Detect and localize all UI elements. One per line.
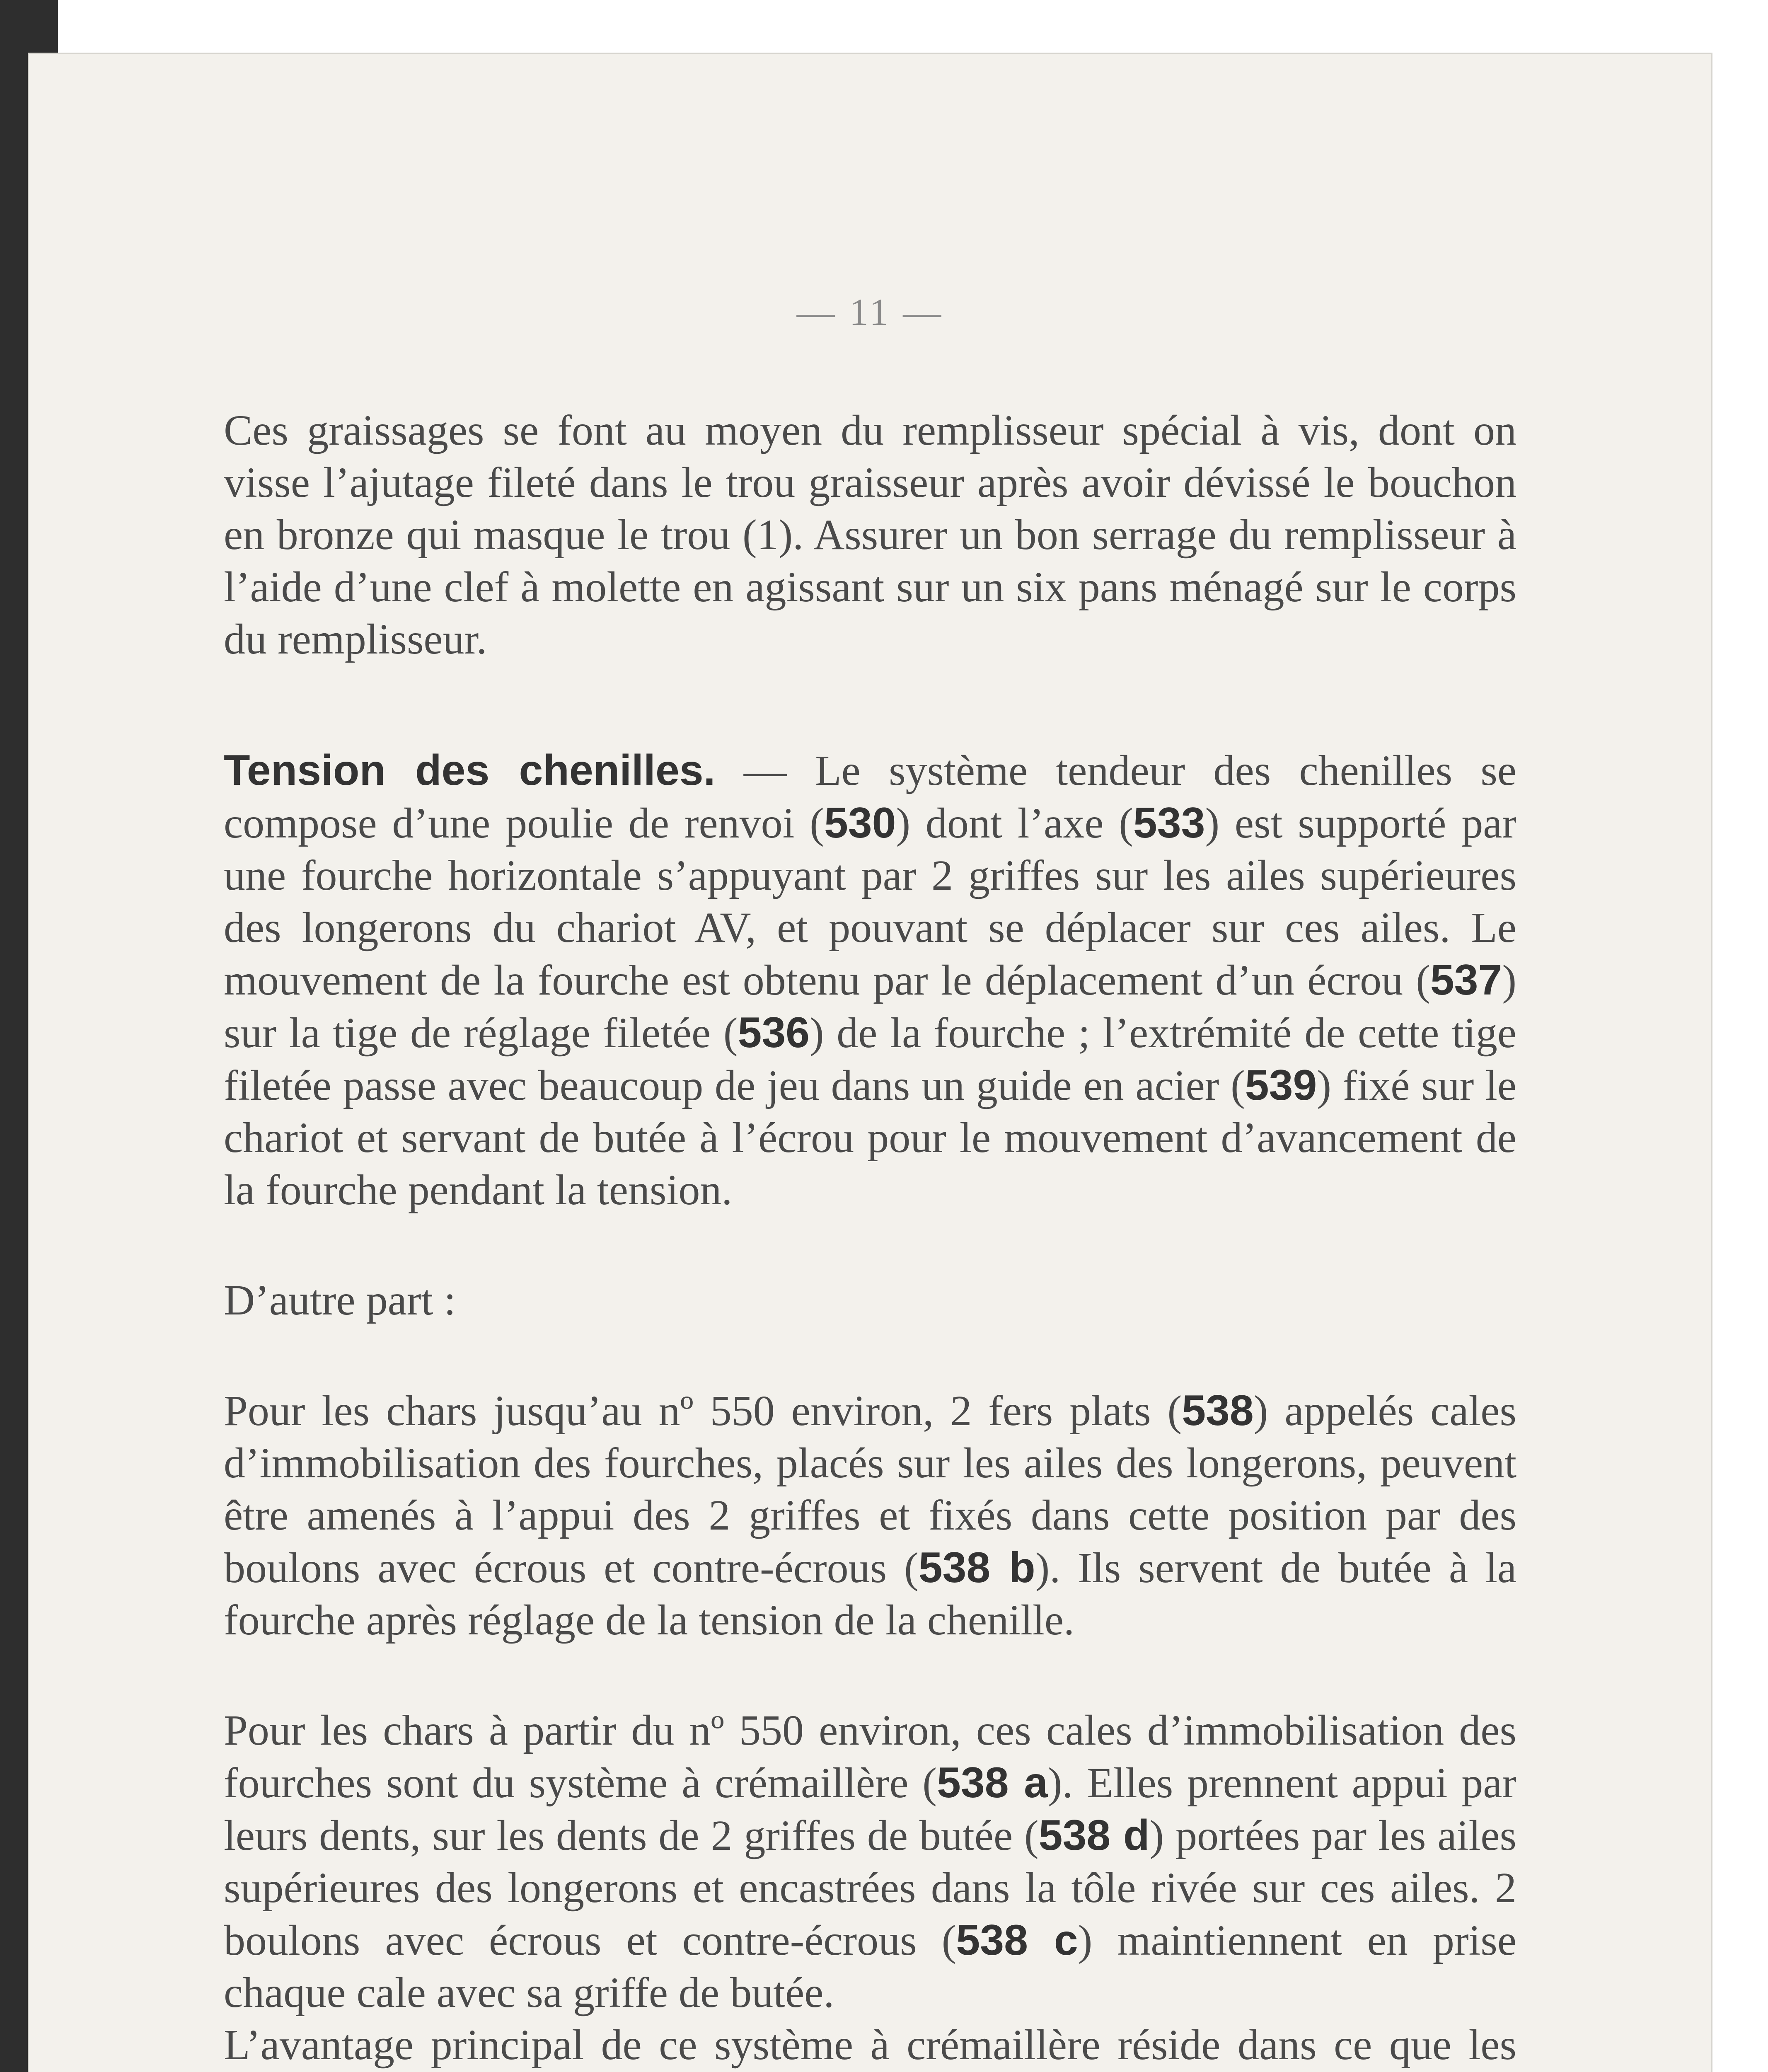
part-reference: 533 <box>1133 799 1205 847</box>
part-reference: 538 a <box>937 1759 1048 1807</box>
text-segment: ) fixé sur le chariot et servant de butée à l’écrou pour le mouvement d’avancement de la fourche pendant la tension. <box>224 1062 1516 1214</box>
part-reference: 530 <box>824 799 896 847</box>
text-segment: ) de la fourche ; l’extrémité de cette tige filetée passe avec beaucoup de jeu dans un guide en acier ( <box>224 1009 1516 1109</box>
page-content <box>224 290 1516 2072</box>
part-reference: 537 <box>1430 956 1502 1004</box>
page-number: — 11 — <box>796 291 944 333</box>
part-reference: 539 <box>1245 1061 1317 1109</box>
paragraph-avantage: L’avantage principal de ce système à crémaillère réside dans ce que les <box>224 2021 1516 2069</box>
part-reference: 538 <box>1182 1387 1254 1435</box>
text-segment: ) maintiennent en prise chaque cale avec sa griffe de butée. <box>224 1917 1517 2016</box>
text-segment: — Le système tendeur des chenilles se compose d’une poulie de renvoi ( <box>224 747 1517 847</box>
paragraph-autre-part: D’autre part : <box>224 1276 456 1324</box>
part-reference: 538 d <box>1038 1811 1150 1859</box>
part-reference: 538 b <box>918 1544 1035 1592</box>
paragraph-tension-chenilles <box>224 744 1516 1216</box>
text-segment: ) appelés cales d’immobilisation des fourches, placés sur les ailes des longerons, peuvent être amenés à l’appui des 2 griffes et fixés dans cette position par des boulons avec écrous et contre-écrous ( <box>224 1387 1516 1592</box>
book-page <box>29 54 1711 2072</box>
text-segment: ). Ils servent de butée à la fourche après réglage de la tension de la chenille. <box>224 1544 1516 1644</box>
part-reference: 538 c <box>956 1916 1078 1964</box>
section-heading: Tension des chenilles. <box>224 746 716 794</box>
paragraph-chars-a-partir-550 <box>224 1704 1516 2019</box>
part-reference: 536 <box>738 1009 810 1057</box>
text-segment: Pour les chars à partir du nº 550 environ, ces cales d’immobilisation des fourches sont du système à crémaillère ( <box>224 1706 1516 1807</box>
text-segment: Pour les chars jusqu’au nº 550 environ, 2 fers plats ( <box>224 1387 1182 1435</box>
text-segment: ) portées par les ailes supérieures des longerons et encastrées dans la tôle rivée sur ces ailes. 2 boulons avec écrous et contre-écrous ( <box>224 1812 1517 1964</box>
text-segment: ). Elles prennent appui par leurs dents, sur les dents de 2 griffes de butée ( <box>224 1759 1517 1859</box>
text-segment: ) est supporté par une fourche horizontale s’appuyant par 2 griffes sur les ailes supérieures des longerons du chariot AV, et pouvant se déplacer sur ces ailes. Le mouvement de la fourche est obtenu par le déplacement d’un écrou ( <box>224 799 1516 1004</box>
paragraph-chars-jusqu-550 <box>224 1385 1516 1646</box>
text-segment: ) dont l’axe ( <box>896 799 1133 847</box>
paragraph-graissages: Ces graissages se font au moyen du remplisseur spécial à vis, dont on visse l’ajutage fileté dans le trou graisseur après avoir dévissé le bouchon en bronze qui masque le trou (1). Assurer un bon serrage du remplisseur à l’aide d’une clef à molette en agissant sur un six pans ménagé sur le corps du remplisseur. <box>224 407 1516 663</box>
text-segment: ) sur la tige de réglage filetée ( <box>224 956 1516 1057</box>
